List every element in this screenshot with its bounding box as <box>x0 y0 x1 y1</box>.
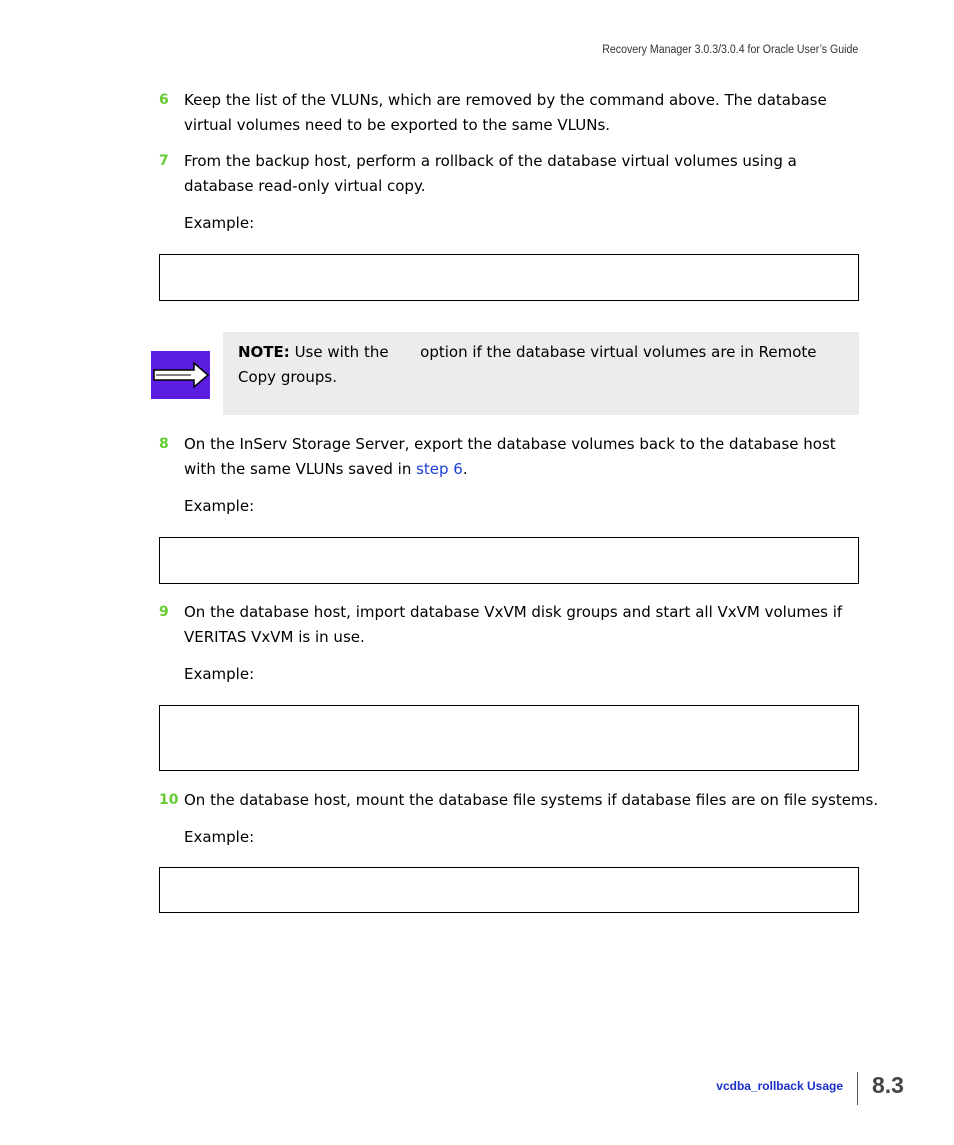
code-block <box>159 867 859 913</box>
step-text-after-link: . <box>462 460 468 478</box>
step-text: On the database host, import database VxVM disk groups and start all VxVM volumes if VERITAS VxVM is in use. <box>184 603 843 646</box>
step-8 <box>159 432 864 482</box>
step-number: 6 <box>159 92 169 108</box>
example-label: Example: <box>184 497 255 515</box>
step-number: 9 <box>159 604 169 620</box>
note-box <box>223 332 859 415</box>
step-number: 7 <box>159 153 169 169</box>
step-7 <box>159 149 864 199</box>
note-text <box>238 340 848 390</box>
step-number: 10 <box>159 792 179 808</box>
note-text-b: option if the database virtual volumes are in Remote Copy groups. <box>238 343 817 386</box>
footer-section-label: vcdba_rollback Usage <box>716 1079 843 1093</box>
example-label: Example: <box>184 828 255 846</box>
step-number: 8 <box>159 436 169 452</box>
footer-divider <box>857 1072 858 1105</box>
code-block <box>159 705 859 771</box>
code-block <box>159 254 859 301</box>
step-text: Keep the list of the VLUNs, which are removed by the command above. The database virtual volumes need to be exported to the same VLUNs. <box>184 91 827 134</box>
note-text-a: Use with the <box>294 343 389 361</box>
step-9 <box>159 600 864 650</box>
code-block <box>159 537 859 584</box>
step-text <box>184 432 864 482</box>
step-text: On the database host, mount the database file systems if database files are on file systems. <box>184 791 879 809</box>
running-header: Recovery Manager 3.0.3/3.0.4 for Oracle User’s Guide <box>601 44 858 56</box>
step-10 <box>159 788 879 813</box>
note-label: NOTE: <box>238 343 290 361</box>
arrow-right-icon <box>151 351 210 399</box>
note-icon <box>151 351 210 399</box>
example-label: Example: <box>184 665 255 683</box>
example-label: Example: <box>184 214 255 232</box>
step-text-before-link: On the InServ Storage Server, export the database volumes back to the database host with the same VLUNs saved in <box>184 435 836 478</box>
step-6 <box>159 88 864 138</box>
page-number: 8.3 <box>872 1072 904 1098</box>
step-text: From the backup host, perform a rollback of the database virtual volumes using a database read-only virtual copy. <box>184 152 797 195</box>
step-6-link[interactable]: step 6 <box>416 460 463 478</box>
